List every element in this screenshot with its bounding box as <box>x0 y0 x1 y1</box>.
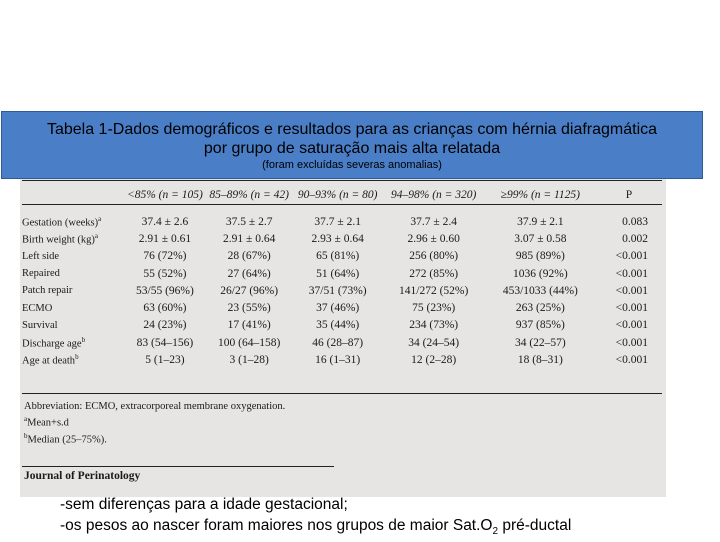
header-cell: 85–89% (n = 42) <box>209 189 289 201</box>
row-label <box>22 282 124 299</box>
table-cell: 263 (25%) <box>515 302 565 315</box>
row-label-text: ECMO <box>22 302 53 314</box>
row-label-text: Discharge age <box>22 338 82 350</box>
table-cell: 12 (2–28) <box>411 354 457 367</box>
table-cell: 46 (28–87) <box>312 336 364 349</box>
table-row <box>22 230 662 247</box>
header-cell: ≥99% (n = 1125) <box>500 189 581 201</box>
p-value-cell: <0.001 <box>615 250 648 263</box>
table-cell: 23 (55%) <box>227 302 271 315</box>
table-cell: 2.91 ± 0.61 <box>138 232 192 245</box>
row-label-text: Repaired <box>22 268 60 280</box>
summary-bullets <box>60 494 571 542</box>
table-top-rule <box>22 180 662 181</box>
table-cell: 985 (89%) <box>515 250 565 263</box>
table-cell: 3.07 ± 0.58 <box>514 232 567 245</box>
table-cell: 26/27 (96%) <box>220 284 279 297</box>
footnote-a-mark: a <box>24 415 28 423</box>
footnote-b <box>24 430 285 447</box>
table-cell: 83 (54–156) <box>136 336 194 349</box>
table-cell: 24 (23%) <box>143 319 187 332</box>
row-label <box>22 334 124 351</box>
table-row <box>22 334 662 351</box>
table-cell: 76 (72%) <box>143 250 187 263</box>
row-label-text: Age at death <box>22 355 76 367</box>
table-cell: 37.9 ± 2.1 <box>517 215 564 228</box>
table-cell: 53/55 (96%) <box>136 284 194 297</box>
row-label <box>22 230 124 247</box>
table-cell: 63 (60%) <box>143 302 187 315</box>
header-cell: P <box>625 189 633 201</box>
footnote-b-text: Median (25–75%). <box>27 434 107 445</box>
title-banner <box>1 111 703 179</box>
table-row <box>22 282 662 299</box>
table-cell: 2.93 ± 0.64 <box>311 232 364 245</box>
table-cell: 37.5 ± 2.7 <box>225 215 273 228</box>
bullet-2-pre: -os pesos ao nascer foram maiores nos grupos de maior Sat.O <box>60 517 493 534</box>
bullet-2 <box>60 515 571 542</box>
table-cell: 937 (85%) <box>515 319 565 332</box>
p-value-cell: <0.001 <box>615 267 648 280</box>
table-cell: 37 (46%) <box>316 302 360 315</box>
table-cell: 234 (73%) <box>409 319 459 332</box>
p-value-cell: <0.001 <box>615 284 648 297</box>
table-cell: 37.4 ± 2.6 <box>141 215 189 228</box>
table-cell: 141/272 (52%) <box>399 284 469 297</box>
p-value-cell: <0.001 <box>615 302 648 315</box>
table-cell: 100 (64–158) <box>218 336 281 349</box>
table-cell: 65 (81%) <box>316 250 360 263</box>
footnote-b-mark: b <box>24 431 28 440</box>
table-cell: 1036 (92%) <box>513 267 568 280</box>
table-cell: 75 (23%) <box>412 302 456 315</box>
journal-name: Journal of Perinatology <box>24 470 141 482</box>
banner-title-line2: por grupo de saturação mais alta relatada <box>203 140 501 157</box>
table-row <box>22 265 662 282</box>
table-cell: 256 (80%) <box>409 250 459 263</box>
table-row <box>22 317 662 334</box>
p-value-cell: 0.002 <box>622 232 648 245</box>
row-label <box>22 351 124 368</box>
header-cell <box>22 185 124 205</box>
banner-title-line1: Tabela 1-Dados demográficos e resultados para as crianças com hérnia diafragmática <box>46 121 658 138</box>
table-cell: 2.96 ± 0.60 <box>407 232 460 245</box>
table-cell: 34 (22–57) <box>514 336 566 349</box>
row-label-text: Gestation (weeks) <box>22 217 99 229</box>
row-label <box>22 265 124 282</box>
table-cell: 17 (41%) <box>227 319 271 332</box>
row-label-sup: a <box>98 214 102 223</box>
bullet-2-post: pré-ductal <box>498 517 572 534</box>
bullet-1: -sem diferenças para a idade gestacional; <box>60 496 348 513</box>
table-row <box>22 351 662 368</box>
row-label <box>22 317 124 334</box>
table-cell: 34 (24–54) <box>408 336 460 349</box>
table-cell: 51 (64%) <box>316 267 360 280</box>
table-cell: 37/51 (73%) <box>308 284 367 297</box>
table-row <box>22 205 662 230</box>
row-label-sup: b <box>81 335 86 344</box>
journal-rule <box>22 466 334 467</box>
row-label <box>22 205 124 230</box>
row-label-text: Survival <box>22 319 58 331</box>
header-cell: 94–98% (n = 320) <box>391 189 477 201</box>
p-value-cell: <0.001 <box>615 319 648 332</box>
row-label <box>22 299 124 316</box>
row-label-text: Left side <box>22 250 60 262</box>
p-value-cell: <0.001 <box>615 336 648 349</box>
footnote-a-text: Mean+s.d <box>27 417 69 429</box>
table-cell: 272 (85%) <box>409 267 459 280</box>
table-cell: 3 (1–28) <box>229 354 269 367</box>
table-footnotes <box>24 400 285 446</box>
row-label-sup: b <box>75 353 79 362</box>
table-cell: 5 (1–23) <box>145 354 185 367</box>
table-cell: 37.7 ± 2.4 <box>410 215 457 228</box>
table-row <box>22 248 662 265</box>
row-label-text: Patch repair <box>22 285 73 297</box>
table-cell: 35 (44%) <box>316 319 360 332</box>
footnote-a <box>24 413 285 430</box>
row-label-sup: a <box>94 232 99 241</box>
banner-subtitle: (foram excluídas severas anomalias) <box>262 159 442 171</box>
table-cell: 55 (52%) <box>143 267 187 280</box>
table-cell: 27 (64%) <box>227 267 271 280</box>
table-cell: 453/1033 (44%) <box>502 284 578 297</box>
table-header-row <box>22 185 662 205</box>
row-label <box>22 248 124 265</box>
header-cell: <85% (n = 105) <box>126 189 203 201</box>
row-label-text: Birth weight (kg) <box>22 234 95 246</box>
table-row <box>22 299 662 316</box>
bullet-2-sub: 2 <box>492 526 499 538</box>
table-cell: 18 (8–31) <box>517 354 563 367</box>
header-cell: 90–93% (n = 80) <box>297 189 378 201</box>
table-bottom-rule <box>22 393 662 394</box>
table-cell: 16 (1–31) <box>315 354 361 367</box>
p-value-cell: <0.001 <box>615 354 648 367</box>
table-cell: 2.91 ± 0.64 <box>223 232 276 245</box>
footnote-abbreviation: Abbreviation: ECMO, extracorporeal membrane oxygenation. <box>24 401 286 412</box>
table-cell: 28 (67%) <box>227 250 271 263</box>
demographics-table <box>22 185 662 369</box>
p-value-cell: 0.083 <box>622 215 648 228</box>
table-cell: 37.7 ± 2.1 <box>314 215 361 228</box>
